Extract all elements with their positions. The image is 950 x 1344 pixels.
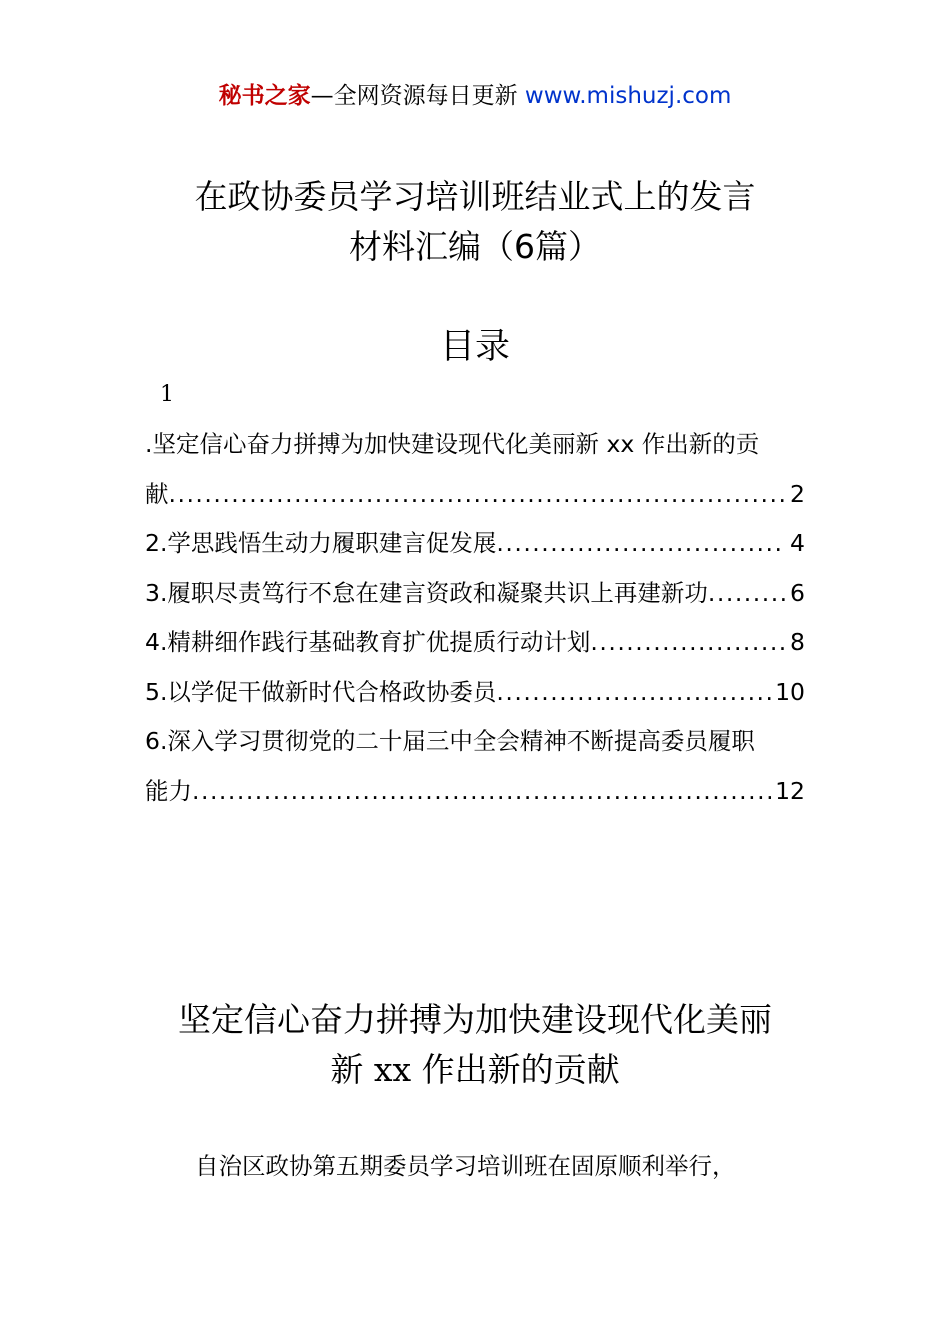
toc-marker: 1 [160, 382, 174, 407]
toc-entry-4-title: 4.精耕细作践行基础教育扩优提质行动计划 [145, 628, 591, 656]
toc-heading: 目录 [439, 327, 510, 367]
document-title-line2: 材料汇编（6篇） [349, 227, 601, 266]
document-title-line1: 在政协委员学习培训班结业式上的发言 [194, 177, 756, 216]
section-title-xx: xx [373, 1050, 412, 1089]
toc-leader-dots [169, 470, 787, 520]
toc-leader-dots [192, 767, 771, 817]
toc-entry-1[interactable] [145, 420, 805, 519]
toc-entry-3-title: 3.履职尽责笃行不怠在建言资政和凝聚共识上再建新功 [145, 578, 708, 607]
toc-entry-2[interactable] [145, 519, 805, 569]
section-title-part-a: 新 [330, 1050, 374, 1089]
toc-entry-3-page: 6 [790, 578, 805, 607]
toc-entry-6-title: 6.深入学习贯彻党的二十届三中全会精神不断提高委员履职 [145, 727, 755, 755]
header-tagline: —全网资源每日更新 [310, 83, 518, 109]
toc-entry-2-page: 4 [790, 529, 805, 557]
toc-entry-1-page: 2 [790, 479, 805, 508]
section-title [0, 995, 950, 1095]
toc-entry-4-page: 8 [790, 628, 805, 656]
toc-leader-dots [590, 618, 786, 668]
toc-entry-1-title: .坚定信心奋力拼搏为加快建设现代化美丽新 xx 作出新的贡 [145, 430, 760, 458]
brand-name: 秘书之家 [218, 83, 311, 109]
document-title [0, 172, 950, 272]
toc-entry-6-page: 12 [775, 776, 805, 805]
toc-entry-3[interactable] [145, 569, 805, 619]
site-url-link[interactable]: www.mishuzj.com [524, 83, 732, 109]
section-title-line1: 坚定信心奋力拼搏为加快建设现代化美丽 [178, 1000, 772, 1039]
section-title-part-b: 作出新的贡献 [411, 1050, 620, 1089]
toc-entry-5[interactable] [145, 668, 805, 718]
toc-entry-1-title-cont: 献 [145, 479, 169, 508]
toc-entry-2-title: 2.学思践悟生动力履职建言促发展 [145, 529, 497, 557]
toc-entry-6-title-cont: 能力 [145, 776, 192, 805]
toc-entry-5-title: 5.以学促干做新时代合格政协委员 [145, 677, 497, 706]
toc-entry-6[interactable] [145, 717, 805, 816]
toc-entry-4[interactable] [145, 618, 805, 668]
toc-entry-5-page: 10 [775, 677, 805, 706]
toc-leader-dots [708, 569, 786, 619]
toc-leader-dots [496, 668, 771, 718]
toc-leader-dots [496, 519, 786, 569]
table-of-contents [145, 420, 805, 816]
site-header [0, 80, 950, 112]
section-title-line2 [0, 1045, 950, 1095]
body-paragraph: 自治区政协第五期委员学习培训班在固原顺利举行， [195, 1152, 736, 1180]
